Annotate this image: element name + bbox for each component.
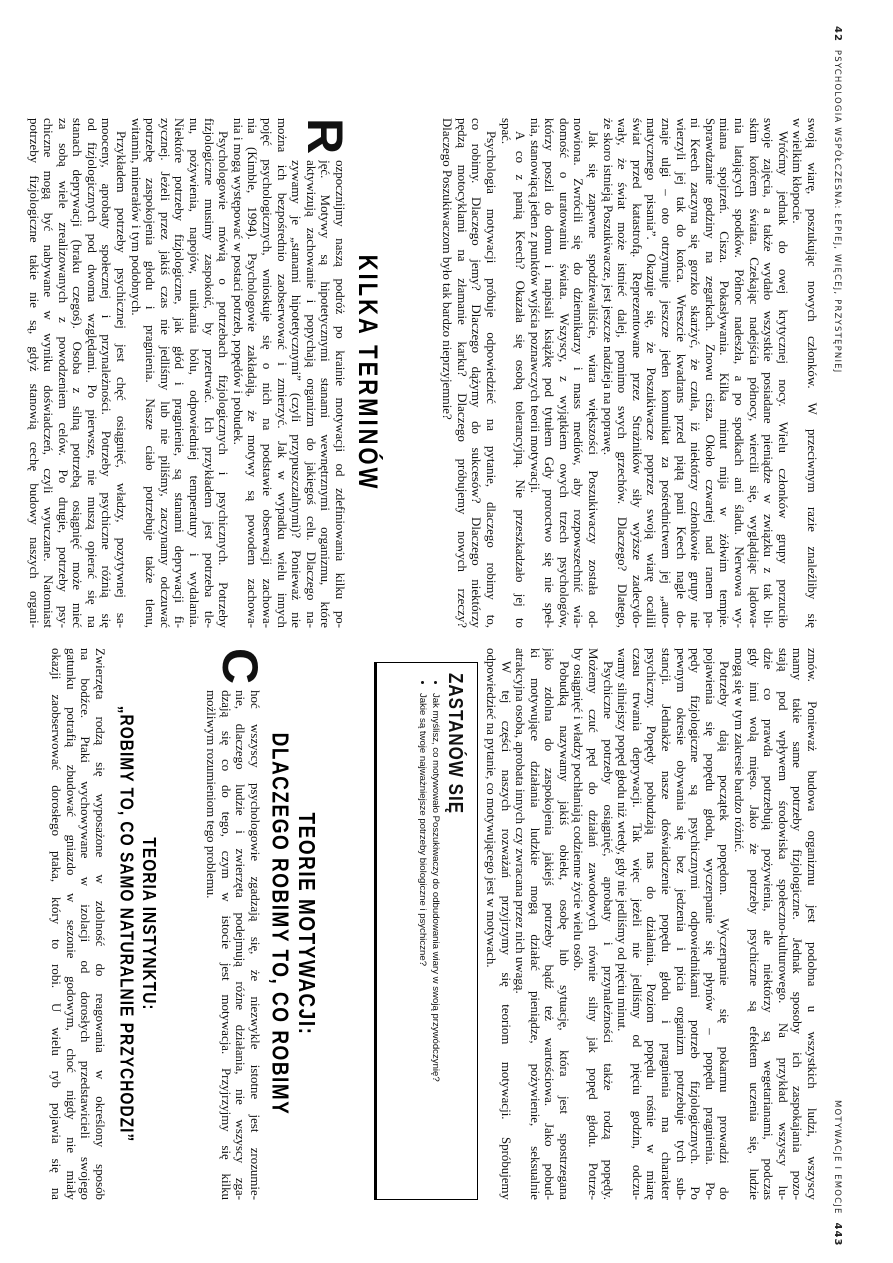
section-heading-kilka-terminow: KILKA TERMINÓW xyxy=(353,254,383,492)
text-line: jako zdolna do zaspokojenia jakiejś potrzeby bądź też wartościowa. Jako pobud- xyxy=(542,648,557,1200)
text-line: chiczne mogą być nabywane w wyniku doświadczeń, czyli wyuczane. Natomiast xyxy=(41,118,56,628)
text-line: czasu trwania deprywacji. Tak więc jeżeli nie jedliśmy od pięciu godzin, odczu- xyxy=(629,648,644,1200)
text-line: witamin, minerałów i tym podobnych. xyxy=(128,118,143,316)
text-line: matycznego pisania”. Okazuje się, że Poszukiwacze poprzez swoją wiarę ocalili xyxy=(644,118,659,628)
text-line: pędzą motocyklami na złamanie karku? Dlaczego próbujemy nowych rzeczy? xyxy=(454,118,469,628)
text-line: by osiągnięć i władzy pochłaniają codzienne życie wielu osób. xyxy=(571,648,586,972)
text-line: hoć wszyscy psychologowie zgadzają się, że niezwykle istotne jest zrozumie- xyxy=(248,690,262,1200)
text-line: ozpocznijmy naszą podróż po krainie motywacji od zdefiniowania kilku po- xyxy=(333,160,347,628)
right-page-number: 443 xyxy=(832,1222,843,1247)
text-line: pojęć psychologicznych, wnioskuje się o nich na podstawie obserwacji zachowa- xyxy=(260,118,275,628)
text-line: nowiona. Zwrócili się do dziennikarzy i mass mediów, aby rozpowszechnić wia- xyxy=(571,118,586,628)
text-line: pojawienia się popędu głodu, wyczerpanie się płynów – popędu pragnienia. Po- xyxy=(702,648,717,1200)
heading-theories xyxy=(265,648,318,1200)
text-line: wały, że świat może istnieć dalej, pomimo swych grzechów. Dlaczego? Dlatego, xyxy=(615,118,630,628)
think-box-title: ZASTANÓW SIĘ xyxy=(444,673,467,815)
text-line: nia latających spodków. Północ nadeszła, a po spodkach ani śladu. Nerwowa wy- xyxy=(732,118,747,628)
text-line: nia (Kimble, 1994). Psychologowie zakładają, że motywy są powodem zachowa- xyxy=(245,118,260,628)
right-running-title: MOTYWACJE I EMOCJE xyxy=(832,1100,842,1215)
text-line: nu, pożywienia, napojów, unikania bólu, odpowiedniej temperatury i wydalania. xyxy=(187,118,202,628)
left-page-number: 42 xyxy=(832,26,843,42)
text-line: na bodźce. Ptaki wychowywane w izolacji od dorosłych przedstawicieli swojego xyxy=(78,648,93,1200)
theories-text xyxy=(204,648,268,1200)
text-line: odpowiedzieć na pytanie, co motywującego jest w motywach. xyxy=(483,648,498,968)
text-line: miana spojrzeń. Cisza. Pokasływania. Kilka minut mija w żółwim tempie. xyxy=(717,118,732,628)
text-line: mamy takie same potrzeby fizjologiczne. Jednak sposoby ich zaspokajania pozo- xyxy=(790,648,805,1200)
text-line: skim końcem świata. Czekając nadejścia północy, wiercili się, wyglądając lądowa- xyxy=(746,118,761,628)
heading-theories-line2: DLACZEGO ROBIMY TO, CO ROBIMY xyxy=(266,732,292,1116)
drop-cap-c: C xyxy=(212,648,268,685)
text-line: stanach deprywacji (braku czegoś). Osoba z silną potrzebą osiągnięć może mieć xyxy=(70,118,85,628)
right-intro-text xyxy=(483,648,819,1200)
text-line: Wróćmy jednak do owej krytycznej nocy. Wielu członków grupy porzuciło xyxy=(775,131,790,628)
text-line: Dlaczego Poszukiwaczom było tak bardzo nieprzyjemnie? xyxy=(440,118,455,420)
text-line: możliwym rozumieniom tego problemu. xyxy=(204,690,219,899)
text-line: fizjologiczne musimy zaspokoić, by przetrwać. Ich przykładem jest potrzeba tle- xyxy=(201,118,216,628)
text-line: którzy poszli do domu i napisali książkę pod tytułem Gdy proroctwo się nie speł- xyxy=(542,118,557,628)
text-line: Przykładem potrzeby psychicznej jest chęć osiągnięć, władzy, pozytywnej sa- xyxy=(114,131,129,628)
text-line: pewnym okresie obywania się bez jedzenia i picia organizm potrzebuje tych sub- xyxy=(673,648,688,1200)
text-line: znaje ulgi – oto otrzymuje jeszcze jeden komunikat za pośrednictwem jej „auto- xyxy=(659,118,674,628)
think-box-list xyxy=(416,663,441,1199)
text-line: aktywizują zachowanie i popychają organizm do jakiegoś celu. Dlaczego na- xyxy=(303,160,318,628)
left-running-title: PSYCHOLOGIA WSPÓŁCZESNA: ŁEPIEJ, WIĘCEJ, PRZYSTĘPNIEJ xyxy=(832,49,842,374)
text-line: wamy silniejszy popęd głodu niż wtedy, gdy nie jedliśmy od pięciu minut. xyxy=(615,648,630,1032)
instinct-text xyxy=(49,648,107,1200)
text-line: że skoro istnieją Poszukiwacze, jest jeszcze nadzieja na poprawę. xyxy=(600,118,615,456)
text-line: jęć. Motywy są hipotetycznymi stanami wewnętrznymi organizmu, które xyxy=(318,160,333,628)
text-line: dzie co prawda potrzebują pożywienia, ale niektórzy są wegetarianami, podczas xyxy=(761,648,776,1200)
text-line: dzają się co do tego, czym w istocie jest motywacja. Przyjrzyjmy się kilku xyxy=(218,690,233,1200)
text-line: ki motywujące działania ludzkie mogą działać pieniądze, pożywienie, seksualnie xyxy=(527,648,542,1200)
drop-cap-r: R xyxy=(297,118,353,155)
left-section-text xyxy=(26,118,353,628)
text-line: nia, stanowiącą jeden z punktów wyjścia poznawczych teorii motywacji. xyxy=(527,118,542,494)
text-line: Pobudką nazywamy jakiś obiekt, osobę lub sytuację, która jest spostrzegana xyxy=(556,661,571,1200)
text-line: Jak się zapewne spodziewaliście, wiara większości Poszukiwaczy została od- xyxy=(586,131,601,628)
left-intro-text xyxy=(440,118,819,628)
text-line: za sobą wiele zrealizowanych z powodzeniem celów. Po drugie, potrzeby psy- xyxy=(55,118,70,628)
text-line: domość o uratowaniu świata. Wszyscy, z wyjątkiem owych trzech psychologów, xyxy=(556,118,571,628)
text-line: stancji. Jednakże nasze doświadczenie popędu głodu i pragnienia ma charakter xyxy=(659,648,674,1200)
text-line: Psychologia motywacji próbuje odpowiedzieć na pytanie, dlaczego robimy to, xyxy=(483,131,498,628)
right-running-head xyxy=(832,1100,843,1254)
think-box-bullet: • Jakie są twoje najważniejsze potrzeby biologiczne i psychiczne? xyxy=(416,693,428,1189)
text-line: potrzeby fizjologiczne takie nie są, gdyż stanowią cechę budowy naszych organi- xyxy=(26,118,41,628)
text-line: Psychologowie mówią o potrzebach fizjologicznych i psychicznych. Potrzeby xyxy=(216,131,231,628)
text-line: nia i mogą występować w postaci potrzeb, popędów i pobudek. xyxy=(230,118,245,445)
text-line: zywamy je „stanami hipotetycznymi” (czyli przypuszczalnymi)? Ponieważ nie xyxy=(289,160,304,628)
text-line: mooceny, aprobaty społecznej i przynależności. Potrzeby psychiczne różnią się xyxy=(99,118,114,628)
text-line: psychiczny. Popędy pobudzają nas do działania. Poziom popędu rośnie w miarę xyxy=(644,648,659,1200)
text-line: zmów. Ponieważ budowa organizmu jest podobna u wszystkich ludzi, wszyscy xyxy=(805,648,819,1200)
text-line: co robimy. Dlaczego jemy? Dlaczego dążymy do sukcesów? Dlaczego niektórzy xyxy=(469,118,484,628)
text-line: świat przed katastrofą. Reprezentowane przez Strażników siły wyższe zadecydo- xyxy=(629,118,644,628)
text-line: mogą się w tym zakresie bardzo różnić. xyxy=(732,648,747,853)
text-line: gdy inni wolą mięso. Jako że potrzeby psychiczne są efektem uczenia się, ludzie xyxy=(746,648,761,1200)
left-running-head xyxy=(832,18,843,373)
text-line: Psychiczne potrzeby osiągnięć, aprobaty i przynależności także rodzą popędy. xyxy=(600,661,615,1200)
text-line: w wielkim kłopocie. xyxy=(790,118,805,224)
text-line: Możemy czuć pęd do działań zawodowych równie silny jak popęd głodu. Potrze- xyxy=(586,648,601,1200)
think-box-bullet: • Jak myślisz, co motywowało Poszukiwaczy do odbudowania wiary w swoją przywódczynię? xyxy=(429,693,441,1189)
heading-theories-line1: TEORIE MOTYWACJI: xyxy=(292,812,318,1036)
text-line: można ich bezpośrednio zaobserwować i zmierzyć. Jak w wypadku wielu innych xyxy=(274,118,289,628)
text-line: Sprawdzanie godziny na zegarkach. Znowu cisza. Około czwartej nad ranem pa- xyxy=(702,118,717,628)
think-box xyxy=(374,662,478,1200)
text-line: W tej części naszych rozważań przyjrzymy się teoriom motywacji. Spróbujemy xyxy=(498,661,513,1200)
text-line: Zwierzęta rodzą się wyposażone w zdolność do reagowania w określony sposób xyxy=(93,648,107,1200)
text-line: stają pod wpływem środowiska społeczno-kulturowego. Na przykład wszyscy lu- xyxy=(775,648,790,1200)
theories-paragraphs xyxy=(204,648,268,1200)
text-line: atrakcyjna osoba, aprobata innych czy zwracana przez nich uwagą. xyxy=(513,648,528,994)
text-line: Niektóre potrzeby fizjologiczne, jak głód i pragnienie, są stanami deprywacji fi- xyxy=(172,118,187,628)
text-line: swoją wiarę, poszukując nowych członków. W przeciwnym razie znaleźliby się xyxy=(805,118,819,628)
text-line: nie, dlaczego ludzie i zwierzęta podejmują różne działania, nie wszyscy zga- xyxy=(233,690,248,1200)
text-line: okazji zaobserwować dorosłego ptaka, który to robi. U wielu ryb pojawia się na xyxy=(49,648,64,1200)
text-line: A co z panią Keech? Okazała się osobą tolerancyjną. Nie przeszkadzało jej to xyxy=(513,131,528,628)
text-line: gatunku potrafią zbudować gniazdo w sezonie godowym, choć nigdy nie miały xyxy=(63,648,78,1200)
text-line: od fizjologicznych pod dwoma względami. Po pierwsze, nie muszą opierać się na xyxy=(84,118,99,628)
left-section-paragraphs xyxy=(26,118,353,628)
text-line: spać. xyxy=(498,118,513,145)
text-line: swoje zajęcia, a także wydało wszystkie posiadane pieniądze w związku z tak bli- xyxy=(761,118,776,628)
heading-instinct xyxy=(114,648,160,1200)
text-line: pędy fizjologiczne są psychicznymi odpowiednikami potrzeb fizjologicznych. Po xyxy=(688,648,703,1200)
text-line: zycznej. Jeżeli przez jakiś czas nie jedliśmy lub nie piliśmy, zaczynamy odczuwać xyxy=(157,118,172,628)
text-line: wierzyli jej tak do końca. Wreszcie kwadrans przed piątą pani Keech nagle do- xyxy=(673,118,688,628)
text-line: potrzebę zaspokojenia głodu i pragnienia. Nasze ciało potrzebuje także tlenu, xyxy=(143,118,158,628)
text-line: ni Keech zaczyna się gorzko skarżyć, że czuła, iż niektórzy członkowie grupy nie xyxy=(688,118,703,628)
heading-instinct-line1: TEORIA INSTYNKTU: xyxy=(138,837,159,1011)
text-line: Potrzeby dają początek popędom. Wyczerpanie się pokarmu prowadzi do xyxy=(717,661,732,1200)
heading-instinct-line2: „ROBIMY TO, CO SAMO NATURALNIE PRZYCHODZI” xyxy=(115,705,136,1143)
